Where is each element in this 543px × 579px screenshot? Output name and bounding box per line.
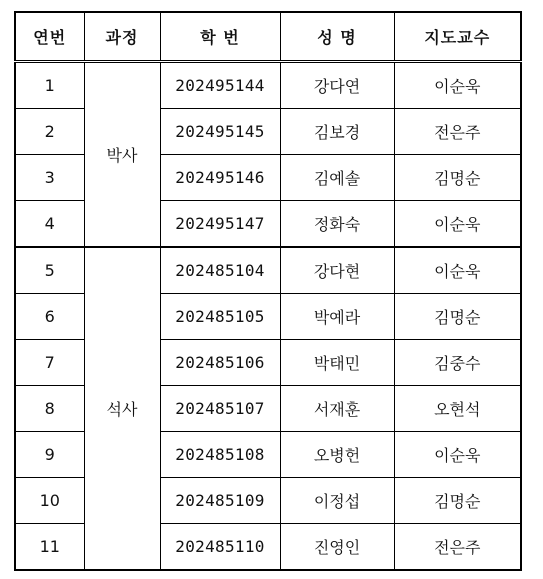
cell-program-masters: 석사 (84, 247, 160, 570)
table-body (15, 62, 521, 571)
cell-advisor: 이순욱 (394, 247, 521, 294)
cell-name: 김예솔 (280, 155, 394, 201)
cell-advisor: 오현석 (394, 386, 521, 432)
cell-student-id: 202485107 (160, 386, 280, 432)
cell-index: 6 (15, 294, 84, 340)
cell-advisor: 김중수 (394, 340, 521, 386)
cell-student-id: 202485106 (160, 340, 280, 386)
cell-index: 7 (15, 340, 84, 386)
header-advisor: 지도교수 (394, 12, 521, 62)
cell-advisor: 김명순 (394, 294, 521, 340)
cell-student-id: 202485109 (160, 478, 280, 524)
cell-advisor: 김명순 (394, 155, 521, 201)
cell-name: 진영인 (280, 524, 394, 571)
cell-advisor: 김명순 (394, 478, 521, 524)
cell-name: 정화숙 (280, 201, 394, 248)
cell-student-id: 202485110 (160, 524, 280, 571)
header-index: 연번 (15, 12, 84, 62)
cell-advisor: 전은주 (394, 524, 521, 571)
cell-student-id: 202485105 (160, 294, 280, 340)
header-program: 과정 (84, 12, 160, 62)
table-row (15, 62, 521, 109)
cell-student-id: 202495145 (160, 109, 280, 155)
cell-advisor: 이순욱 (394, 432, 521, 478)
cell-index: 4 (15, 201, 84, 248)
cell-student-id: 202485104 (160, 247, 280, 294)
cell-index: 1 (15, 62, 84, 109)
cell-index: 3 (15, 155, 84, 201)
cell-index: 5 (15, 247, 84, 294)
header-student-id: 학 번 (160, 12, 280, 62)
cell-index: 10 (15, 478, 84, 524)
cell-advisor: 이순욱 (394, 62, 521, 109)
cell-index: 9 (15, 432, 84, 478)
student-advisor-table (14, 11, 522, 571)
cell-name: 오병헌 (280, 432, 394, 478)
header-row (15, 12, 521, 62)
cell-program-doctoral: 박사 (84, 62, 160, 248)
cell-student-id: 202495146 (160, 155, 280, 201)
cell-index: 11 (15, 524, 84, 571)
cell-student-id: 202495147 (160, 201, 280, 248)
table-header (15, 12, 521, 62)
cell-name: 강다연 (280, 62, 394, 109)
cell-student-id: 202485108 (160, 432, 280, 478)
cell-name: 이정섭 (280, 478, 394, 524)
table-row (15, 247, 521, 294)
cell-advisor: 전은주 (394, 109, 521, 155)
cell-index: 2 (15, 109, 84, 155)
cell-name: 서재훈 (280, 386, 394, 432)
cell-student-id: 202495144 (160, 62, 280, 109)
cell-name: 강다현 (280, 247, 394, 294)
cell-name: 박태민 (280, 340, 394, 386)
cell-index: 8 (15, 386, 84, 432)
header-name: 성 명 (280, 12, 394, 62)
cell-name: 박예라 (280, 294, 394, 340)
cell-name: 김보경 (280, 109, 394, 155)
cell-advisor: 이순욱 (394, 201, 521, 248)
